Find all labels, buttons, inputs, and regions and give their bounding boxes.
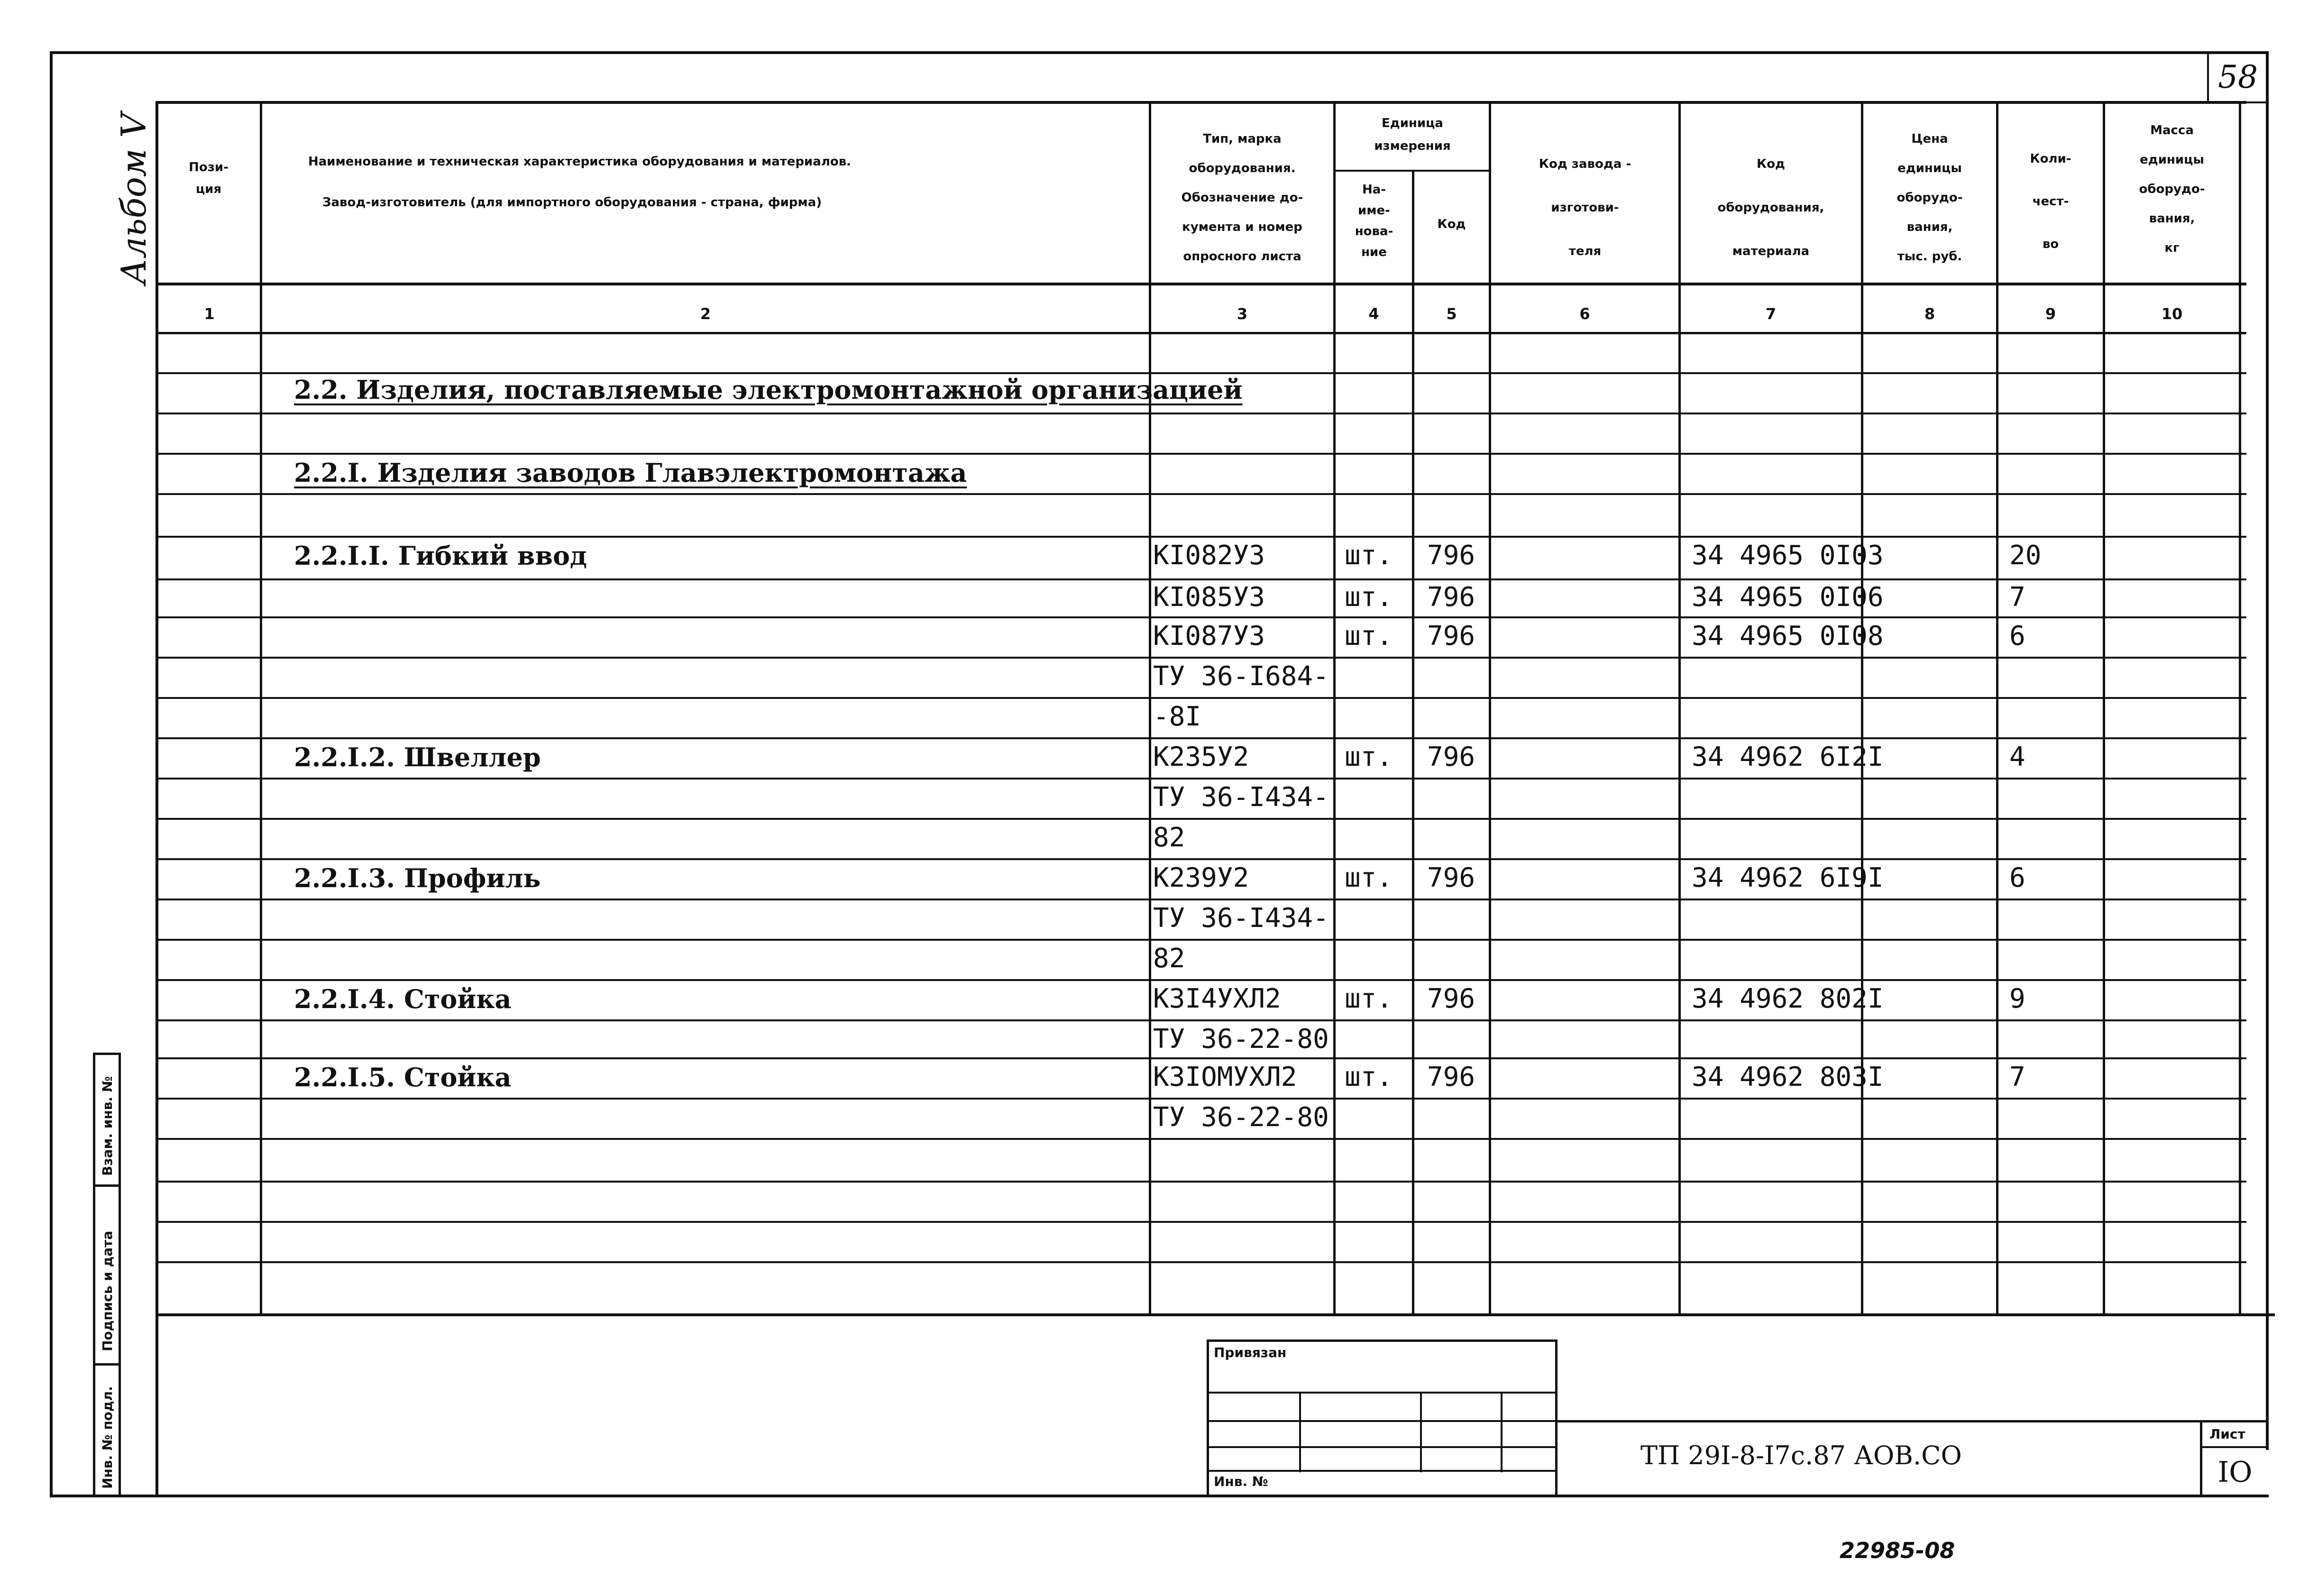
cell-type: ТУ 36-I434-: [1153, 782, 1329, 813]
cell-qty: 9: [2009, 983, 2025, 1014]
col-rule-9: [2103, 101, 2105, 1315]
col-rule-5: [1489, 101, 1491, 1315]
cell-material: 34 4965 0I03: [1692, 540, 1884, 571]
header-unit: Единица измерения: [1374, 116, 1451, 153]
side-stamp-rule-1: [93, 1184, 121, 1187]
cell-type: 82: [1153, 943, 1185, 974]
cell-material: 34 4965 0I08: [1692, 621, 1884, 651]
cell-qty: 7: [2009, 1062, 2025, 1092]
header-mass: Масса единицы оборудо- вания, кг: [2139, 123, 2205, 255]
stamp-box-left: [1207, 1339, 1209, 1497]
col-rule-7: [1861, 101, 1863, 1315]
page-number-box-left: [2207, 51, 2209, 103]
cell-type: ТУ 36-I434-: [1153, 903, 1329, 934]
cell-name: 2.2.I.3. Профиль: [294, 863, 541, 893]
side-stamp-rule-2: [93, 1363, 121, 1366]
side-stamp-replace: Взам. инв. №: [100, 1076, 115, 1176]
col-rule-6: [1678, 101, 1681, 1315]
cell-type: ТУ 36-22-80: [1153, 1102, 1329, 1133]
col-rule-10: [2239, 101, 2241, 1315]
cell-qty: 20: [2009, 540, 2042, 571]
stamp-vrule-1: [1299, 1392, 1301, 1472]
stamp-vrule-2: [1420, 1392, 1422, 1472]
cell-unit: шт.: [1345, 540, 1393, 571]
stamp-box-top: [1207, 1339, 1558, 1342]
col-rule-3: [1333, 101, 1336, 1315]
colnum-1: 1: [204, 305, 215, 323]
row-rule: [156, 1261, 2246, 1263]
cell-type: K3IOМУХЛ2: [1153, 1062, 1297, 1092]
header-plant-code: Код завода - изготови- теля: [1539, 157, 1631, 258]
cell-code: 796: [1427, 582, 1475, 613]
colnum-10: 10: [2161, 305, 2183, 323]
colnum-5: 5: [1446, 305, 1457, 323]
title-block-top: [1558, 1420, 2269, 1422]
header-position: Пози- ция: [189, 160, 229, 196]
cell-material: 34 4962 6I9I: [1692, 862, 1884, 893]
cell-material: 34 4962 803I: [1692, 1062, 1884, 1092]
cell-type: ТУ 36-22-80: [1153, 1024, 1329, 1055]
row-rule: [156, 493, 2246, 495]
header-material-code: Код оборудования, материала: [1717, 157, 1824, 258]
cell-unit: шт.: [1345, 742, 1393, 772]
cell-code: 796: [1427, 862, 1475, 893]
cell-type: 82: [1153, 822, 1185, 853]
header-quantity: Коли- чест- во: [2030, 152, 2071, 251]
side-stamp-sign: Подпись и дата: [100, 1230, 115, 1351]
cell-code: 796: [1427, 1062, 1475, 1092]
frame-right: [2266, 51, 2269, 1450]
header-bottom-rule: [156, 283, 2246, 285]
row-rule: [156, 939, 2246, 941]
cell-unit: шт.: [1345, 862, 1393, 893]
cell-unit: шт.: [1345, 1062, 1393, 1092]
cell-name: 2.2.I. Изделия заводов Главэлектромонтажа: [294, 458, 967, 488]
cell-code: 796: [1427, 983, 1475, 1014]
side-stamp-top: [93, 1053, 121, 1055]
cell-name: 2.2.I.4. Стойка: [294, 984, 512, 1014]
colnum-2: 2: [700, 305, 711, 323]
cell-qty: 7: [2009, 582, 2025, 613]
cell-name: 2.2. Изделия, поставляемые электромонтажной организацией: [294, 375, 1243, 405]
col-rule-1: [260, 101, 262, 1315]
cell-type: -8I: [1153, 701, 1201, 732]
document-designation: ТП 29I-8-I7с.87 АОВ.СО: [1640, 1440, 1962, 1470]
row-rule: [156, 818, 2246, 820]
header-type: Тип, марка оборудования. Обозначение до- кумента и номер опросного листа: [1181, 132, 1303, 264]
cell-name: 2.2.I.I. Гибкий ввод: [294, 541, 587, 571]
cell-name: 2.2.I.2. Швеллер: [294, 742, 541, 772]
frame-top: [50, 51, 2269, 54]
album-label: Альбом V: [114, 113, 154, 284]
row-rule: [156, 1138, 2246, 1140]
cell-type: KI085У3: [1153, 582, 1265, 613]
side-stamp-orig: Инв. № подл.: [100, 1386, 115, 1489]
colnum-4: 4: [1368, 305, 1379, 323]
stamp-rule-2: [1207, 1420, 1558, 1422]
header-unit-name: На- име- нова- ние: [1355, 183, 1393, 259]
row-rule: [156, 1181, 2246, 1183]
side-stamp-right: [119, 1053, 121, 1497]
cell-qty: 6: [2009, 621, 2025, 651]
frame-left: [50, 51, 53, 1497]
colnum-9: 9: [2045, 305, 2056, 323]
archive-code: 22985-08: [1840, 1538, 1955, 1563]
col-rule-8: [1996, 101, 1998, 1315]
stamp-inv-no: Инв. №: [1214, 1474, 1268, 1489]
header-unit-code: Код: [1437, 217, 1466, 231]
stamp-rule-3: [1207, 1446, 1558, 1448]
col-rule-4: [1412, 170, 1414, 1315]
cell-code: 796: [1427, 540, 1475, 571]
row-rule: [156, 413, 2246, 414]
sheet-label: Лист: [2209, 1426, 2245, 1442]
sheet-box-mid: [2200, 1446, 2269, 1448]
stamp-vrule-3: [1501, 1392, 1503, 1472]
col-rule-2: [1149, 101, 1151, 1315]
cell-type: K239У2: [1153, 862, 1249, 893]
cell-type: KI087У3: [1153, 621, 1265, 651]
cell-qty: 6: [2009, 862, 2025, 893]
colnum-3: 3: [1237, 305, 1248, 323]
header-name: Наименование и техническая характеристика оборудования и материалов. Завод-изготовитель (для импортного оборудования - страна, фирма): [308, 155, 852, 210]
side-stamp-left: [93, 1053, 95, 1497]
table-top: [156, 101, 2246, 104]
row-rule: [156, 1221, 2246, 1223]
cell-unit: шт.: [1345, 582, 1393, 613]
cell-qty: 4: [2009, 742, 2025, 772]
stamp-box-right: [1555, 1339, 1558, 1497]
header-price: Цена единицы оборудо- вания, тыс. руб.: [1897, 132, 1963, 264]
colnum-rule: [156, 332, 2246, 334]
stamp-rule-4: [1207, 1470, 1558, 1472]
cell-unit: шт.: [1345, 621, 1393, 651]
cell-code: 796: [1427, 742, 1475, 772]
sheet-number: IO: [2217, 1456, 2253, 1489]
colnum-8: 8: [1924, 305, 1935, 323]
colnum-7: 7: [1765, 305, 1777, 323]
cell-type: ТУ 36-I684-: [1153, 661, 1329, 692]
cell-type: K235У2: [1153, 742, 1249, 772]
colnum-6: 6: [1579, 305, 1590, 323]
cell-material: 34 4962 802I: [1692, 983, 1884, 1014]
table-left: [156, 101, 158, 1497]
cell-material: 34 4962 6I2I: [1692, 742, 1884, 772]
page-number: 58: [2218, 59, 2258, 95]
table-bottom-rule: [156, 1313, 2275, 1316]
stamp-privyazan: Привязан: [1214, 1345, 1287, 1360]
cell-unit: шт.: [1345, 983, 1393, 1014]
stamp-rule-1: [1207, 1392, 1558, 1394]
frame-bottom: [50, 1495, 2269, 1497]
cell-material: 34 4965 0I06: [1692, 582, 1884, 613]
cell-name: 2.2.I.5. Стойка: [294, 1062, 512, 1092]
sheet-box-left: [2200, 1420, 2202, 1497]
cell-type: K3I4УХЛ2: [1153, 983, 1281, 1014]
cell-type: KI082У3: [1153, 540, 1265, 571]
cell-code: 796: [1427, 621, 1475, 651]
